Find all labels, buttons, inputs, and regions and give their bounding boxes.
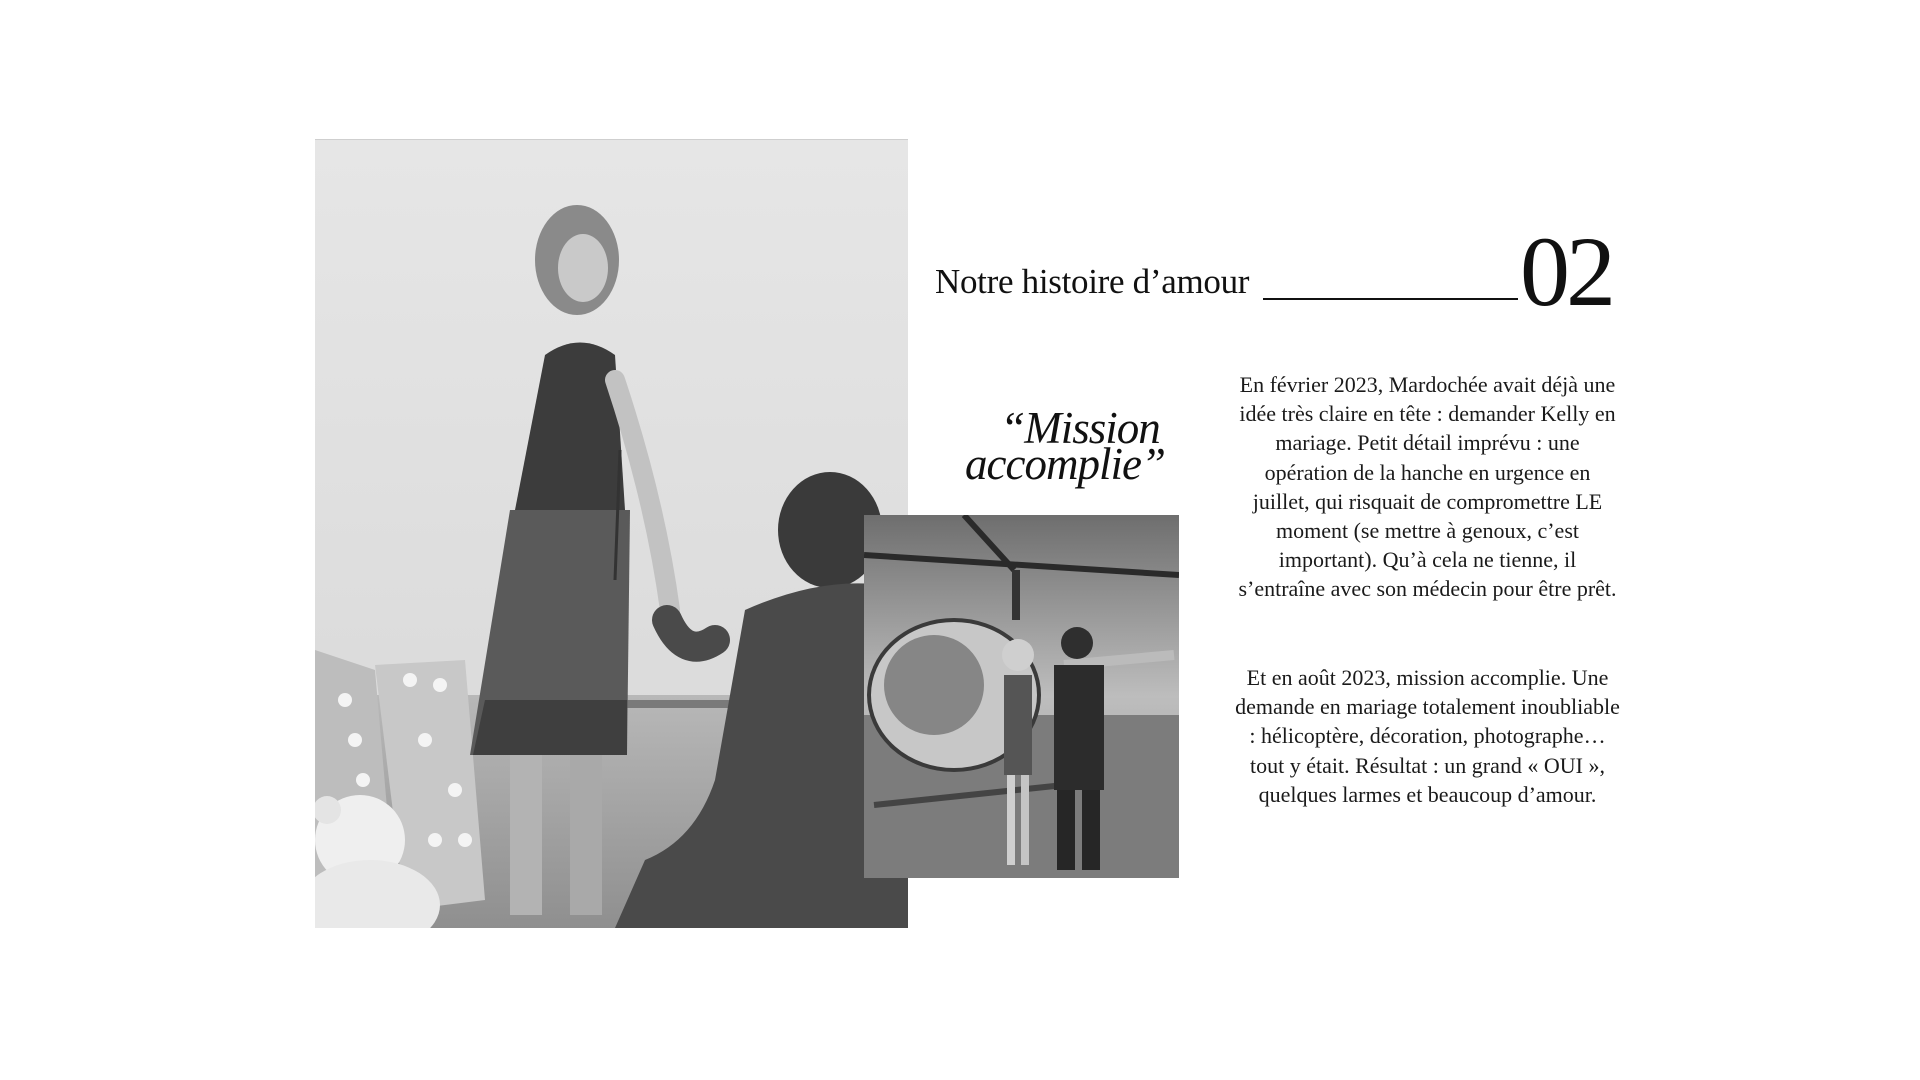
quote-line-1: “Mission bbox=[1000, 403, 1160, 453]
quote-line-2: accomplie” bbox=[965, 439, 1165, 489]
section-number: 02 bbox=[1520, 216, 1612, 327]
section-title: Notre histoire d’amour bbox=[935, 262, 1250, 301]
helicopter-photo bbox=[864, 515, 1179, 878]
story-paragraph-2: Et en août 2023, mission accomplie. Une demande en mariage totalement inoubliable : hélicoptère, décoration, photographe… tout y était. Résultat : un grand « OUI », quelques larmes et beaucoup d’amour. bbox=[1235, 665, 1620, 807]
story-paragraph-1: En février 2023, Mardochée avait déjà une idée très claire en tête : demander Kelly en mariage. Petit détail imprévu : une opération de la hanche en urgence en juillet, qui risquait de compromettre LE moment (se mettre à genoux, c’est important). Qu’à cela ne tienne, il s’entraîne avec son médecin pour être prêt. bbox=[1238, 372, 1617, 602]
pull-quote bbox=[960, 403, 1200, 489]
proposal-photo bbox=[315, 139, 908, 928]
title-divider bbox=[1263, 298, 1518, 300]
